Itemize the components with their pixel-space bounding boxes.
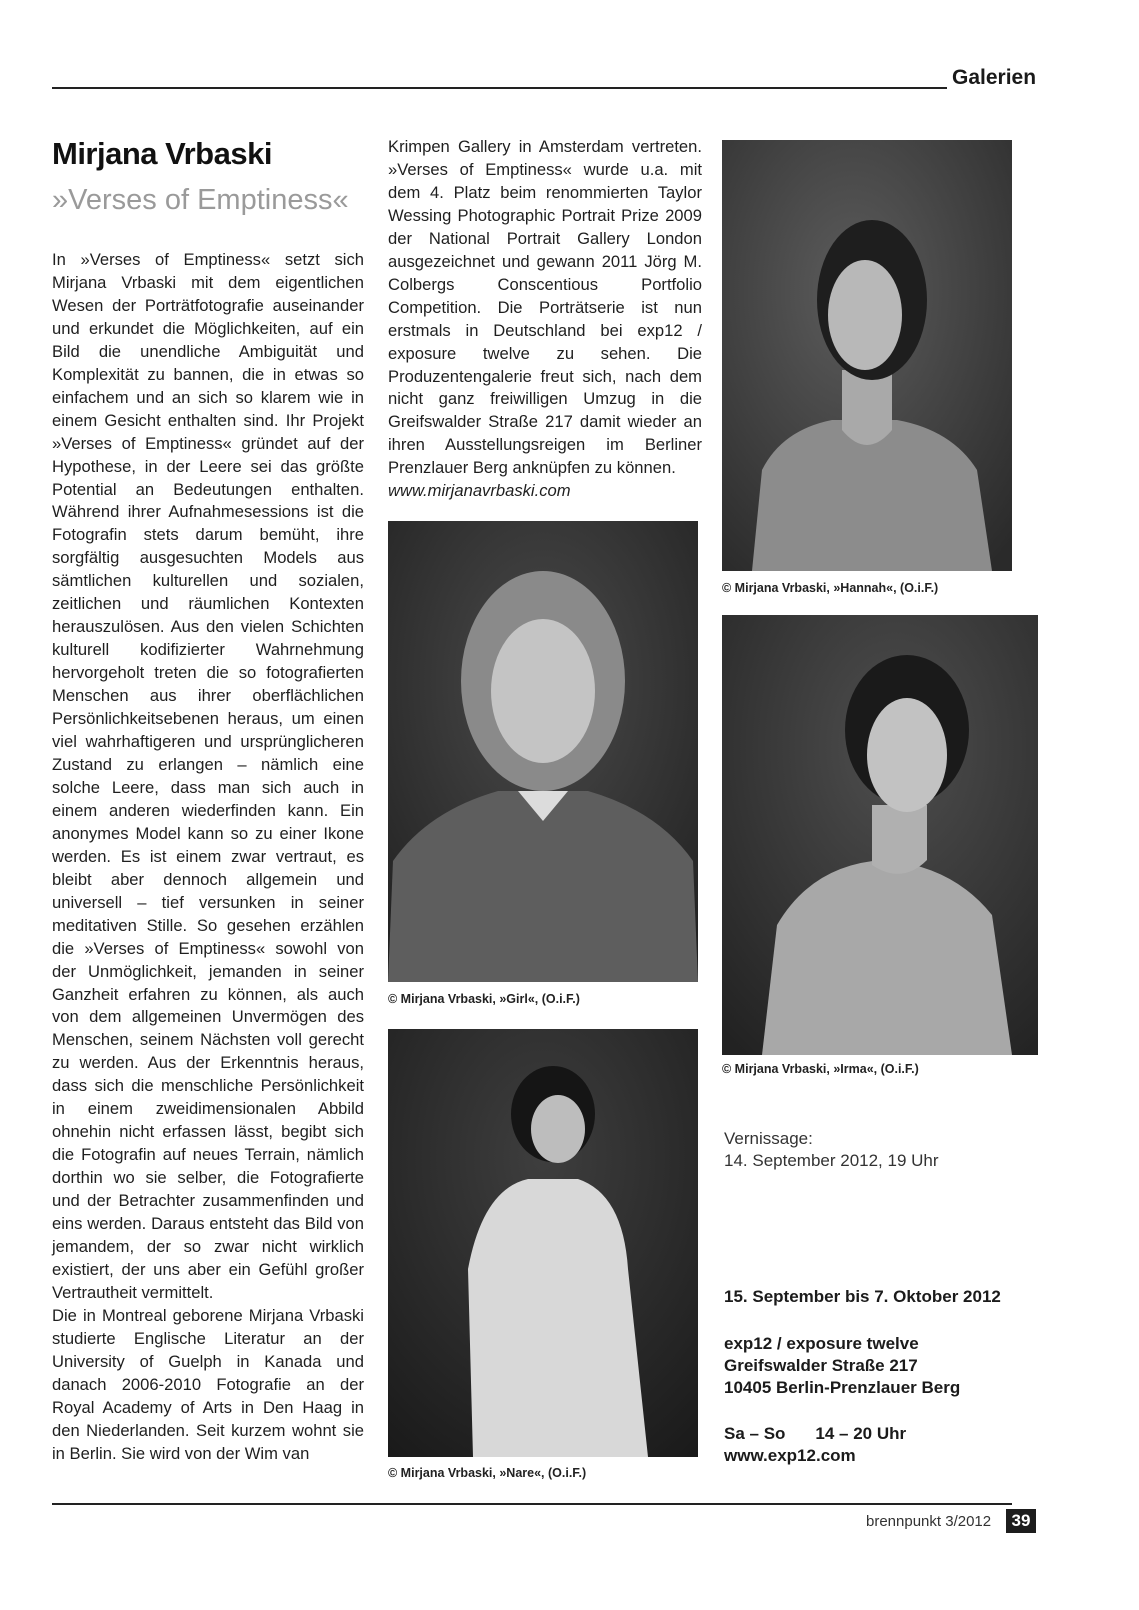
magazine-issue: brennpunkt 3/2012 (866, 1513, 992, 1530)
gallery-website-link[interactable]: www.exp12.com (724, 1446, 856, 1465)
header-rule (52, 87, 947, 89)
venue-block (724, 1333, 960, 1399)
text-column-1 (52, 249, 364, 1466)
vernissage-date: 14. September 2012, 19 Uhr (724, 1151, 939, 1170)
artist-website-link[interactable]: www.mirjanavrbaski.com (388, 481, 571, 501)
caption-hannah: © Mirjana Vrbaski, »Hannah«, (O.i.F.) (722, 581, 939, 595)
venue-name: exp12 / exposure twelve (724, 1334, 919, 1353)
footer-rule (52, 1503, 1012, 1505)
article-title: Mirjana Vrbaski (52, 136, 272, 171)
page-number: 39 (1006, 1509, 1036, 1533)
vernissage-label: Vernissage: (724, 1129, 813, 1148)
body-paragraph-1: In »Verses of Emptiness« setzt sich Mirjana Vrbaski mit dem eigentlichen Wesen der Porträtfotografie auseinander und erkundet die Möglichkeiten, auf ein Bild die unendliche Ambiguität und Komplexität zu bannen, die in etwas so einfachem und an sich so klarem wie in einem Gesicht enthalten sind. Ihr Projekt »Verses of Emptiness« gründet auf der Hypothese, in der Leere sei das größte Potential an Bedeutungen enthalten. Während ihrer Aufnahmesessions ist die Fotografin stets darum bemüht, ihre sorgfältig ausgesuchten Models aus sämtlichen kulturellen und sozialen, zeitlichen und räumlichen Kontexten herauszulösen. Aus den vielen Schichten kulturell kodifizierter Wahrnehmung hervorgeholt treten die so fotografierten Menschen aus ihrer oberflächlichen Persönlichkeitsebenen heraus, um einen viel wahrhaftigeren und ursprünglicheren Zustand zu erlangen – nämlich eine solche Leere, dass man sich auch in einem anderen wiederfinden kann. Ein anonymes Model kann so zu einer Ikone werden. Es ist einem zwar vertraut, es bleibt aber dennoch allgemein und universell – tief versunken in seiner meditativen Stille. So gesehen erzählen die »Verses of Emptiness« sowohl von der Unmöglichkeit, jemanden in seiner Ganzheit erfahren zu können, als auch von dem allgemeinen Unvermögen des Menschen, seinem Nächsten voll gerecht zu werden. Aus der Erkenntnis heraus, dass sich die menschliche Persönlichkeit in einem zweidimensionalen Abbild ohnehin nicht erfassen lässt, begibt sich die Fotografin auf neues Terrain, nämlich dorthin wo sie selber, die Fotografierte und der Betrachter zusammenfinden und eins werden. Daraus entsteht das Bild von jemandem, der so zwar nicht wirklich existiert, der uns aber ein Gefühl großer Vertrautheit vermittelt. (52, 250, 364, 1302)
venue-city: 10405 Berlin-Prenzlauer Berg (724, 1378, 961, 1397)
body-paragraph-3: Krimpen Gallery in Amsterdam vertreten. »Verses of Emptiness« wurde u.a. mit dem 4. Platz beim renommierten Taylor Wessing Photographic Portrait Prize 2009 der National Portrait Gallery London ausgezeichnet und gewann 2011 Jörg M. Colbergs Conscentious Portfolio Competition. Die Porträtserie ist nun erstmals in Deutschland bei exp12 / exposure twelve zu sehen. Die Produzentengalerie freut sich, nach dem nicht ganz freiwilligen Umzug in die Greifswalder Straße 217 damit wieder an ihren Ausstellungsreigen im Berliner Prenzlauer Berg anknüpfen zu können. (388, 137, 702, 478)
exhibition-dates: 15. September bis 7. Oktober 2012 (724, 1287, 1001, 1306)
photo-nare (388, 1029, 698, 1457)
text-column-2 (388, 136, 702, 503)
photo-hannah (722, 140, 1012, 571)
photo-irma (722, 615, 1038, 1055)
caption-girl: © Mirjana Vrbaski, »Girl«, (O.i.F.) (388, 992, 580, 1006)
opening-hours-block (724, 1423, 906, 1467)
photo-girl (388, 521, 698, 982)
article-subtitle: »Verses of Emptiness« (52, 184, 349, 216)
section-label: Galerien (952, 66, 1037, 89)
body-paragraph-2: Die in Montreal geborene Mirjana Vrbaski studierte Englische Literatur an der University of Guelph in Kanada und danach 2006-2010 Fotografie an der Royal Academy of Arts in Den Haag in den Niederlanden. Seit kurzem wohnt sie in Berlin. Sie wird von der Wim van (52, 1305, 364, 1463)
venue-street: Greifswalder Straße 217 (724, 1356, 918, 1375)
caption-irma: © Mirjana Vrbaski, »Irma«, (O.i.F.) (722, 1062, 919, 1076)
caption-nare: © Mirjana Vrbaski, »Nare«, (O.i.F.) (388, 1466, 587, 1480)
hours-time: 14 – 20 Uhr (815, 1424, 907, 1443)
hours-days: Sa – So (724, 1424, 786, 1443)
vernissage-block (724, 1128, 939, 1172)
